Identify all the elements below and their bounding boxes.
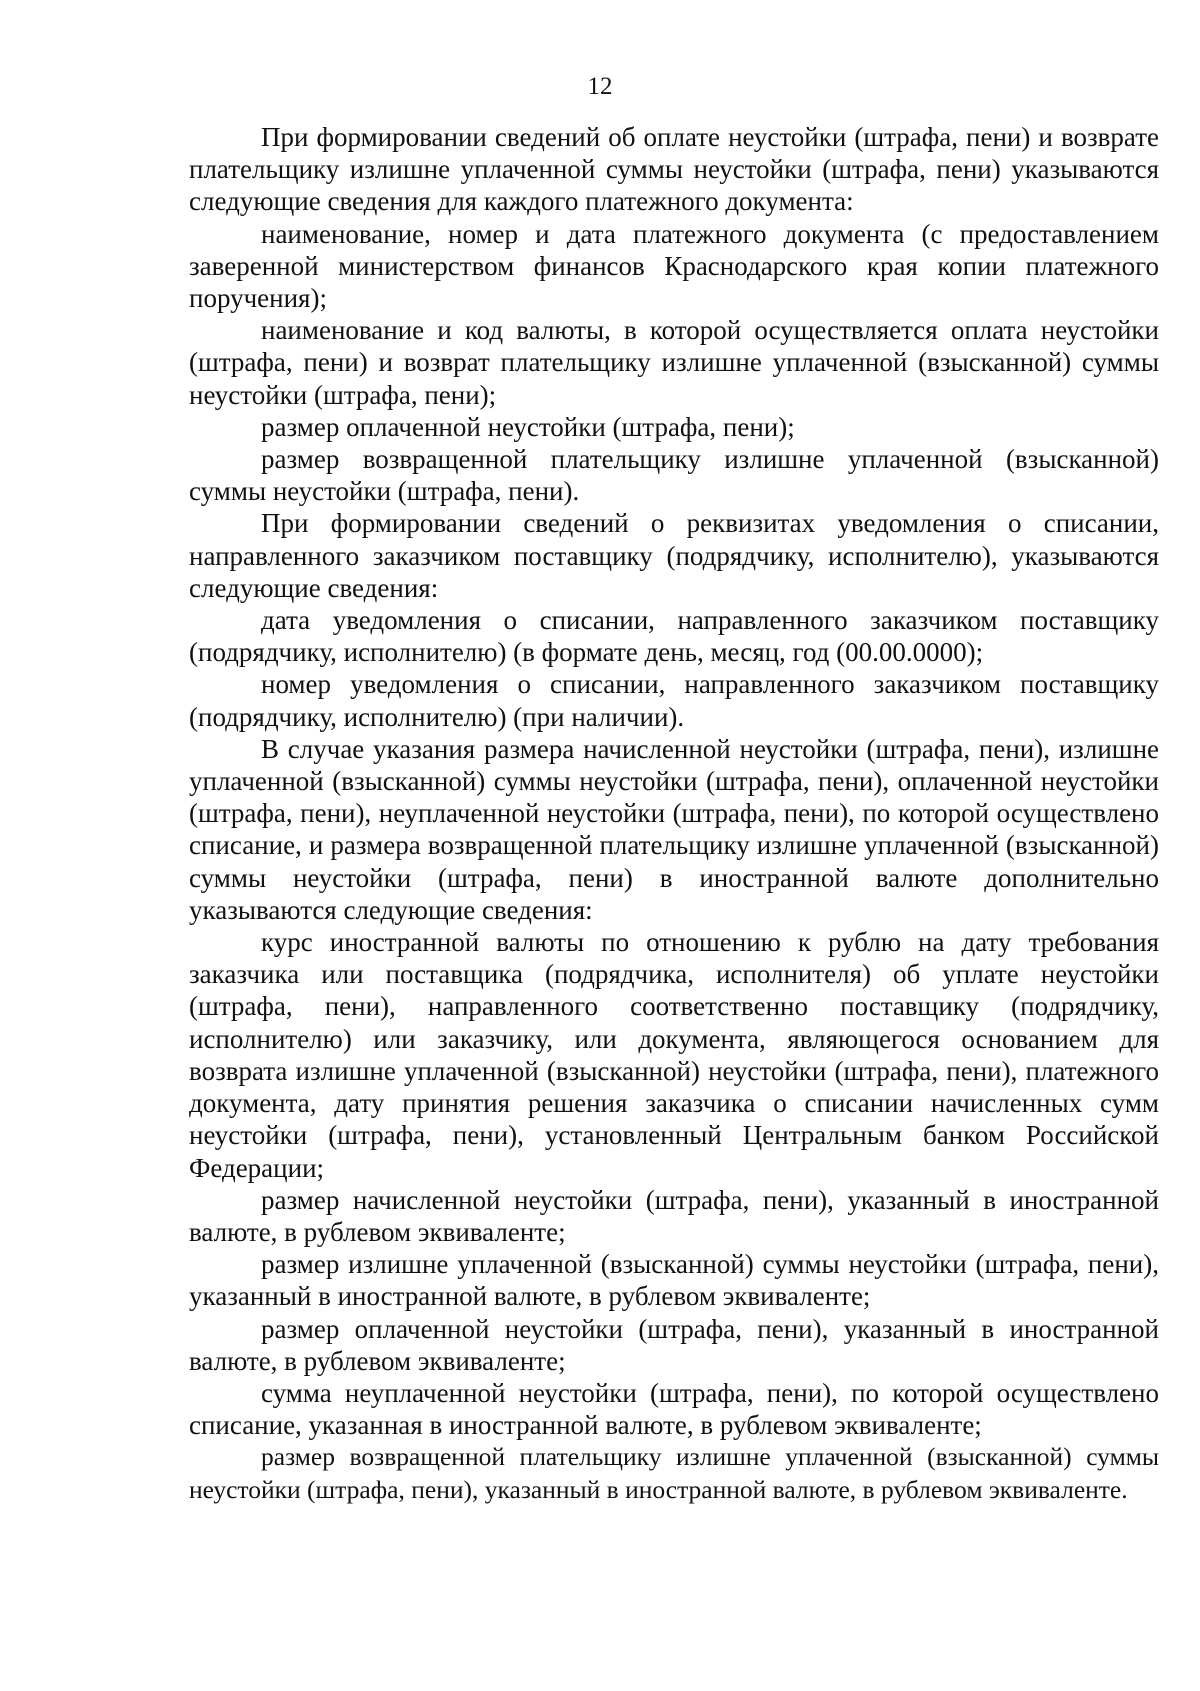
paragraph-overpaid-rub: размер излишне уплаченной (взысканной) суммы неустойки (штрафа, пени), указанный в иностранной валюте, в рублевом эквиваленте;: [189, 1249, 1159, 1312]
paragraph-notice-date: дата уведомления о списании, направленного заказчиком поставщику (подрядчику, исполнителю) (в формате день, месяц, год (00.00.0000);: [189, 605, 1159, 668]
page-number: 12: [587, 73, 613, 100]
paragraph-exchange-rate: курс иностранной валюты по отношению к рублю на дату требования заказчика или поставщика (подрядчика, исполнителя) об уплате неустойки (штрафа, пени), направленного соответственно поставщику (подрядчику, исполнителю) или заказчику, или документа, являющегося основанием для возврата излишне уплаченной (взысканной) неустойки (штрафа, пени), платежного документа, дату принятия решения заказчика о списании начисленных сумм неустойки (штрафа, пени), установленный Центральным банком Российской Федерации;: [189, 927, 1159, 1183]
paragraph-currency: наименование и код валюты, в которой осуществляется оплата неустойки (штрафа, пени) и возврат плательщику излишне уплаченной (взысканной) суммы неустойки (штрафа, пени);: [189, 315, 1159, 410]
paragraph-notice-details-intro: При формировании сведений о реквизитах уведомления о списании, направленного заказчиком поставщику (подрядчику, исполнителю), указываются следующие сведения:: [189, 508, 1159, 603]
document-body: [189, 121, 1159, 1506]
paragraph-unpaid-rub: сумма неуплаченной неустойки (штрафа, пени), по которой осуществлено списание, указанная в иностранной валюте, в рублевом эквиваленте;: [189, 1377, 1159, 1441]
paragraph-payment-info-intro: При формировании сведений об оплате неустойки (штрафа, пени) и возврате плательщику излишне уплаченной суммы неустойки (штрафа, пени) указываются следующие сведения для каждого платежного документа:: [189, 122, 1159, 217]
paragraph-paid-rub: размер оплаченной неустойки (штрафа, пени), указанный в иностранной валюте, в рублевом эквиваленте;: [189, 1313, 1159, 1376]
paragraph-returned-rub: размер возвращенной плательщику излишне уплаченной (взысканной) суммы неустойки (штрафа, пени), указанный в иностранной валюте, в рублевом эквиваленте.: [189, 1442, 1159, 1504]
paragraph-accrued-rub: размер начисленной неустойки (штрафа, пени), указанный в иностранной валюте, в рублевом эквиваленте;: [189, 1184, 1159, 1247]
paragraph-paid-penalty: размер оплаченной неустойки (штрафа, пени);: [261, 411, 795, 442]
paragraph-returned-amount: размер возвращенной плательщику излишне уплаченной (взысканной) суммы неустойки (штрафа, пени).: [189, 444, 1159, 507]
paragraph-payment-document: наименование, номер и дата платежного документа (с предоставлением заверенной министерством финансов Краснодарского края копии платежного поручения);: [189, 218, 1159, 314]
paragraph-foreign-currency-intro: В случае указания размера начисленной неустойки (штрафа, пени), излишне уплаченной (взысканной) суммы неустойки (штрафа, пени), оплаченной неустойки (штрафа, пени), неуплаченной неустойки (штрафа, пени), по которой осуществлено списание, и размера возвращенной плательщику излишне уплаченной (взысканной) суммы неустойки (штрафа, пени) в иностранной валюте дополнительно указываются следующие сведения:: [189, 733, 1159, 925]
paragraph-notice-number: номер уведомления о списании, направленного заказчиком поставщику (подрядчику, исполнителю) (при наличии).: [189, 669, 1159, 732]
